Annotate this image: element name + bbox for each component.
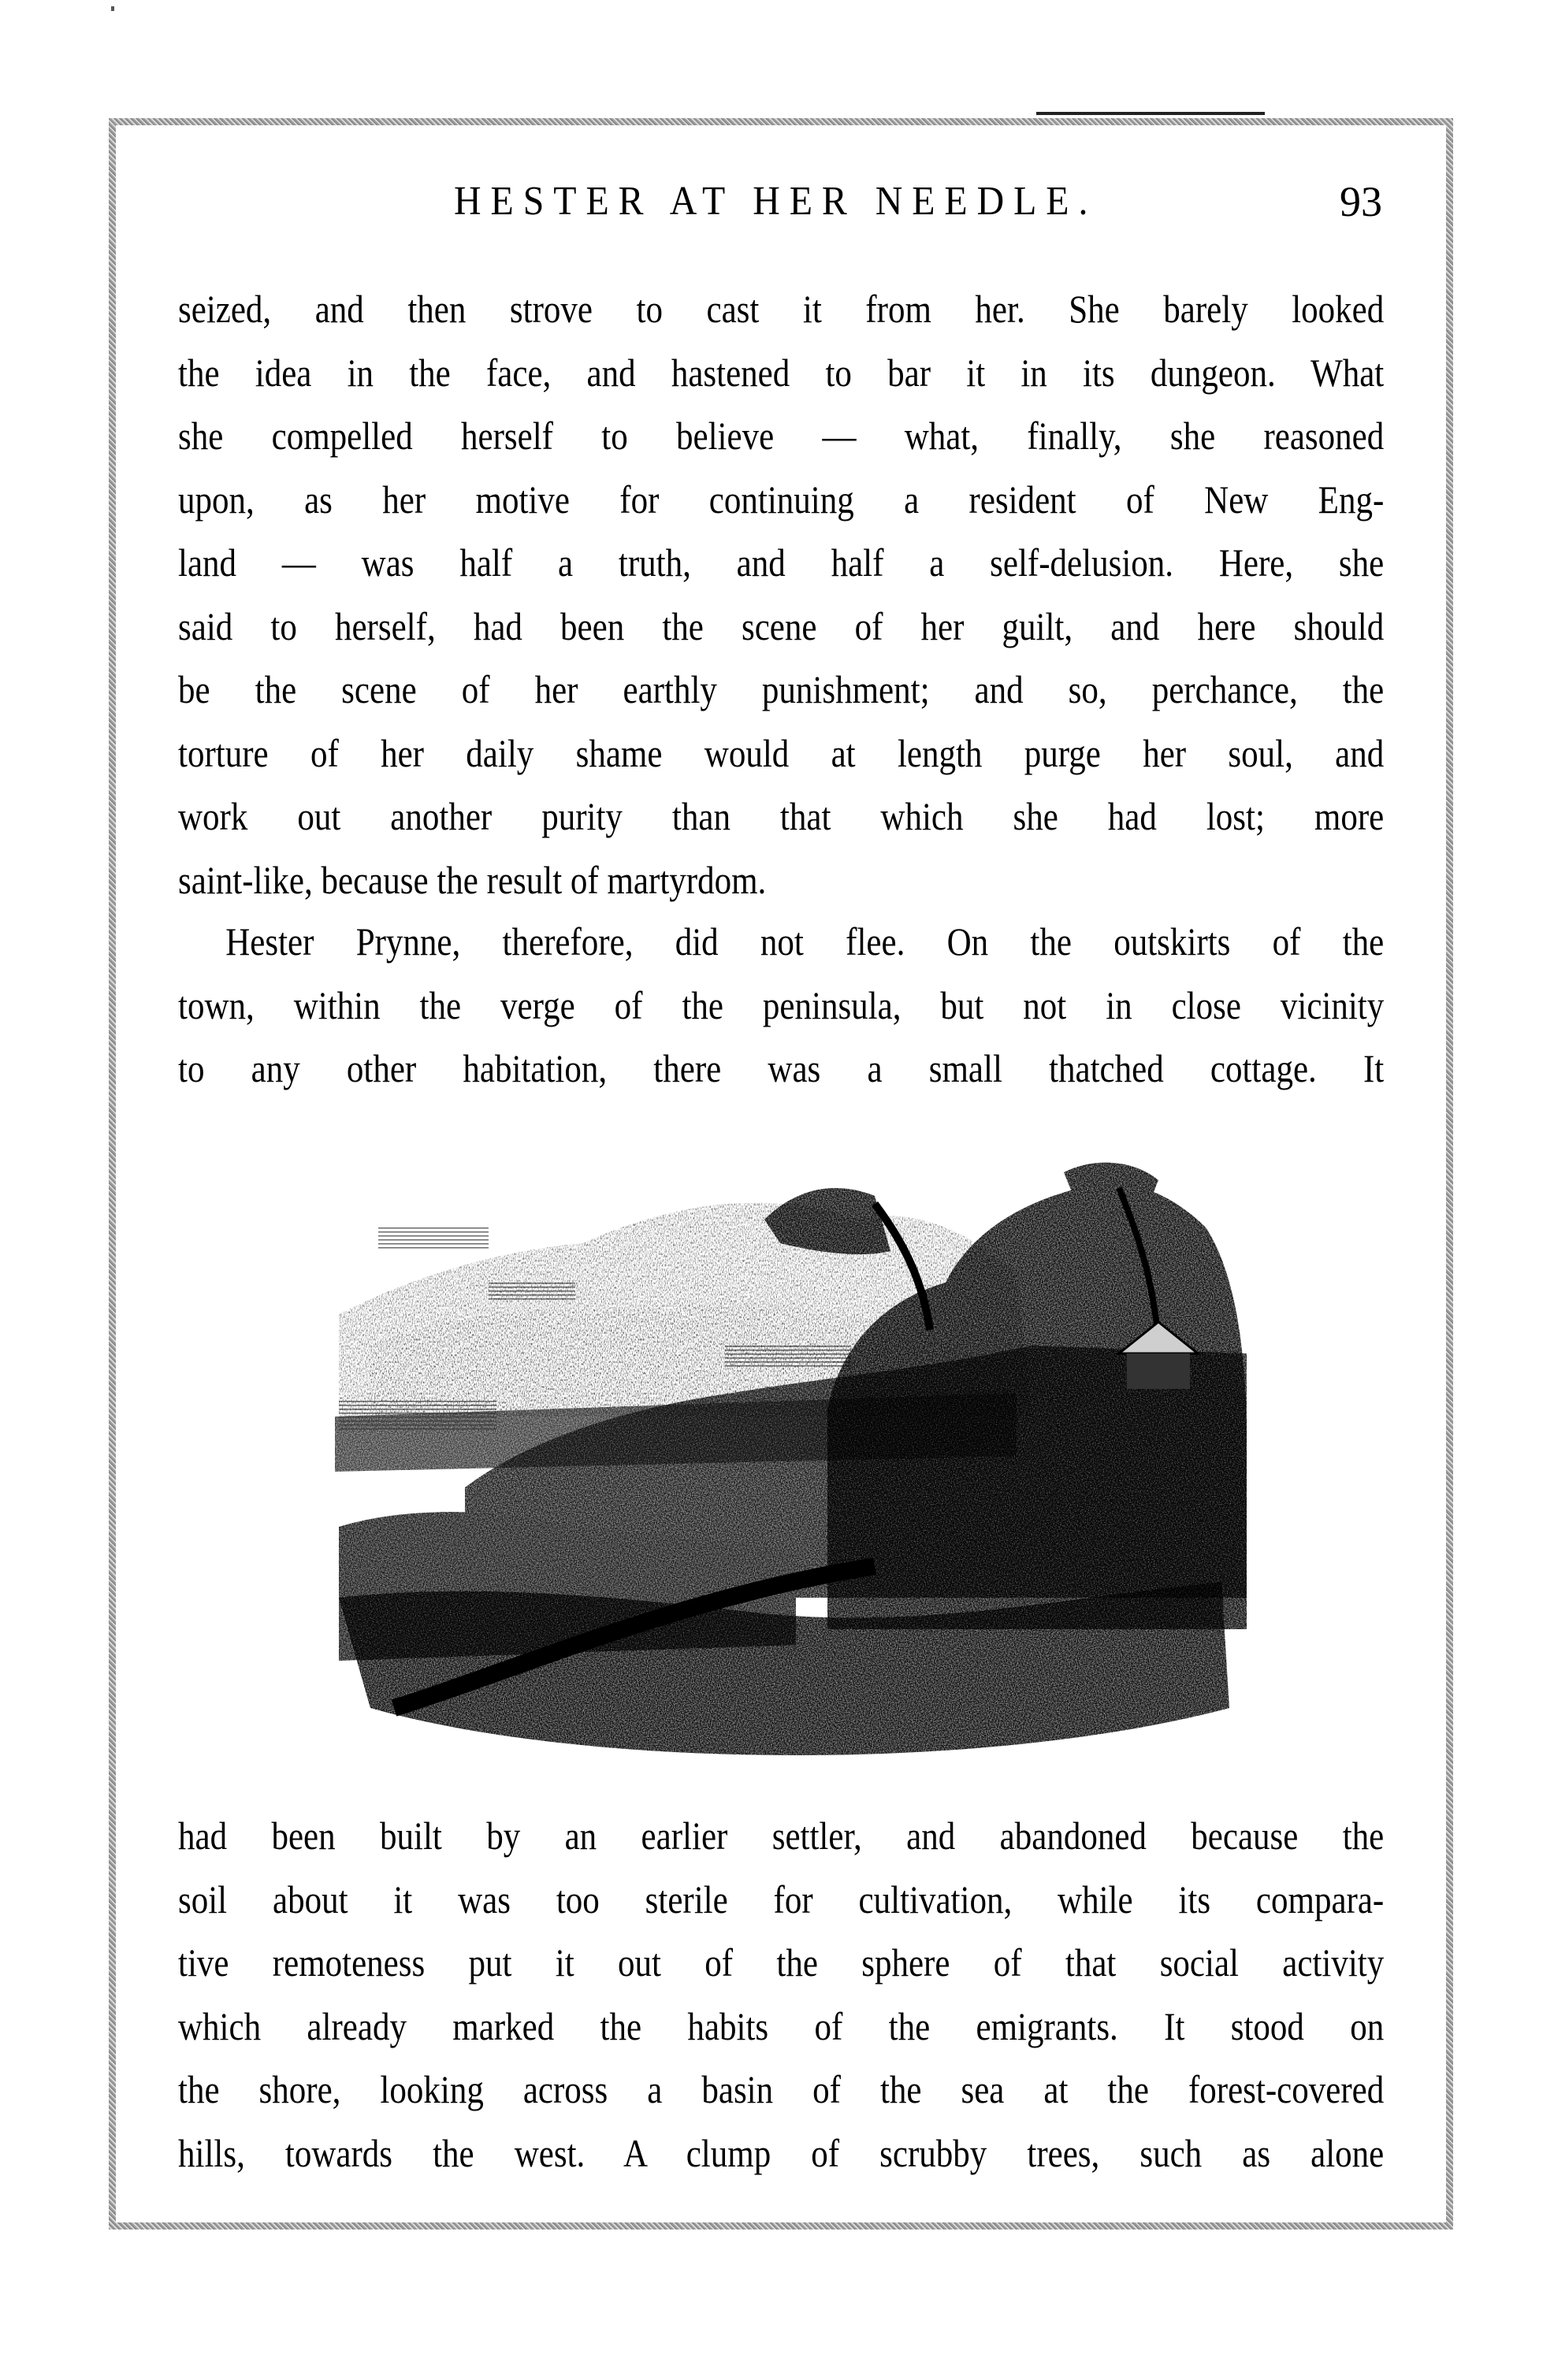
text-line: work out another purity than that which she had lost; more: [178, 794, 1385, 838]
text-line: land — was half a truth, and half a self-delusion. Here, she: [178, 540, 1385, 585]
text-line: said to herself, had been the scene of her guilt, and here should: [178, 603, 1385, 648]
text-line: Hester Prynne, therefore, did not flee. On the outskirts of the: [225, 919, 1385, 964]
text-line: saint-like, because the result of martyrdom.: [178, 857, 767, 902]
text-line: hills, towards the west. A clump of scrubby trees, such as alone: [178, 2130, 1385, 2175]
text-line: she compelled herself to believe — what, finally, she reasoned: [178, 414, 1385, 458]
text-line: which already marked the habits of the emigrants. It stood on: [178, 2003, 1385, 2048]
text-line: torture of her daily shame would at length purge her soul, and: [178, 730, 1385, 775]
paragraph-hester-prynne: [178, 910, 1384, 1101]
cottage-engraving-illustration: [323, 1157, 1247, 1759]
scan-speck: [111, 6, 114, 11]
text-line: the idea in the face, and hastened to bar it in its dungeon. What: [178, 350, 1385, 395]
running-head: [0, 175, 1554, 225]
text-line: soil about it was too sterile for cultivation, while its compara-: [178, 1877, 1385, 1921]
paragraph-continued: [178, 277, 1384, 912]
page-number: 93: [1340, 178, 1382, 225]
text-line: had been built by an earlier settler, and abandoned because the: [178, 1814, 1385, 1858]
text-line: the shore, looking across a basin of the sea at the forest-covered: [178, 2067, 1385, 2111]
scrubby-trees: [764, 1163, 1247, 1629]
running-head-title: HESTER AT HER NEEDLE.: [454, 179, 1098, 224]
text-line: seized, and then strove to cast it from her. She barely looked: [178, 287, 1385, 331]
page-frame-dark-segment: [1036, 112, 1265, 115]
text-line: to any other habitation, there was a small thatched cottage. It: [178, 1046, 1385, 1090]
text-line: town, within the verge of the peninsula, but not in close vicinity: [178, 982, 1385, 1027]
text-line: upon, as her motive for continuing a resident of New Eng-: [178, 477, 1385, 522]
paragraph-cottage-description: [178, 1804, 1384, 2185]
text-line: tive remoteness put it out of the sphere of that social activity: [178, 1940, 1385, 1985]
text-line: be the scene of her earthly punishment; and so, perchance, the: [178, 667, 1385, 711]
